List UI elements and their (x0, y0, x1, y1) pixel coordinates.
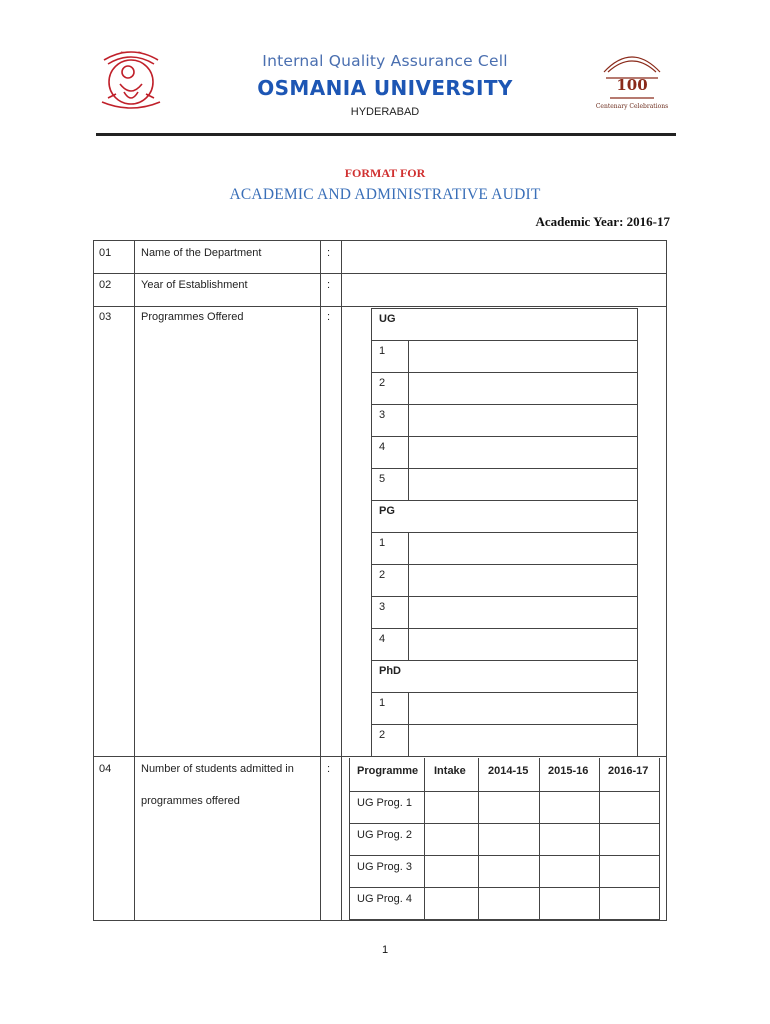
svg-text:100: 100 (616, 76, 648, 94)
programme-row-label: UG Prog. 3 (357, 861, 413, 873)
phd-programme-field[interactable] (409, 725, 637, 756)
svg-text:~ ~ ~ ~: ~ ~ ~ ~ (120, 50, 142, 56)
format-for-label: FORMAT FOR (344, 166, 426, 180)
admitted-2015-16-cell[interactable] (540, 888, 599, 919)
pg-item-number: 1 (379, 537, 386, 549)
phd-programme-field[interactable] (409, 693, 637, 724)
admitted-2014-15-cell[interactable] (479, 792, 539, 823)
osmania-university-emblem (94, 42, 168, 116)
intake-cell[interactable] (425, 856, 478, 887)
row-label: Number of students admitted in (141, 763, 294, 775)
intake-cell[interactable] (425, 792, 478, 823)
ug-item-number: 2 (379, 377, 386, 389)
intake-cell[interactable] (425, 888, 478, 919)
row-label: Year of Establishment (141, 279, 248, 291)
department-name-field[interactable] (342, 241, 666, 273)
ug-item-number: 3 (379, 409, 386, 421)
column-header: 2015-16 (548, 765, 589, 777)
ug-programme-field[interactable] (409, 469, 637, 500)
programme-row-label: UG Prog. 2 (357, 829, 413, 841)
ug-programme-field[interactable] (409, 373, 637, 404)
row-colon: : (327, 279, 331, 291)
university-name: OSMANIA UNIVERSITY (257, 76, 513, 100)
pg-programme-field[interactable] (409, 629, 637, 660)
year-of-establishment-field[interactable] (342, 274, 666, 306)
pg-programme-field[interactable] (409, 565, 637, 596)
row-colon: : (327, 763, 331, 775)
ug-heading: UG (379, 313, 396, 325)
pg-programme-field[interactable] (409, 597, 637, 628)
programme-row-label: UG Prog. 1 (357, 797, 413, 809)
row-label-continued: programmes offered (141, 795, 240, 807)
admitted-2016-17-cell[interactable] (600, 888, 659, 919)
row-number: 03 (99, 311, 112, 323)
pg-programme-field[interactable] (409, 533, 637, 564)
column-header: 2014-15 (488, 765, 529, 777)
row-number: 02 (99, 279, 112, 291)
phd-item-number: 1 (379, 697, 386, 709)
ug-programme-field[interactable] (409, 341, 637, 372)
pg-item-number: 2 (379, 569, 386, 581)
admitted-2015-16-cell[interactable] (540, 856, 599, 887)
svg-text:Centenary Celebrations: Centenary Celebrations (596, 103, 668, 110)
phd-heading: PhD (379, 665, 401, 677)
admitted-2015-16-cell[interactable] (540, 792, 599, 823)
row-number: 01 (99, 247, 112, 259)
ug-programme-field[interactable] (409, 437, 637, 468)
programme-row-label: UG Prog. 4 (357, 893, 413, 905)
audit-title: ACADEMIC AND ADMINISTRATIVE AUDIT (229, 186, 541, 203)
row-label: Programmes Offered (141, 311, 244, 323)
admitted-2016-17-cell[interactable] (600, 856, 659, 887)
ug-programme-field[interactable] (409, 405, 637, 436)
header-divider (96, 133, 676, 136)
centenary-celebrations-logo (596, 42, 668, 118)
admitted-2014-15-cell[interactable] (479, 888, 539, 919)
pg-item-number: 4 (379, 633, 386, 645)
pg-item-number: 3 (379, 601, 386, 613)
row-colon: : (327, 311, 331, 323)
admitted-2014-15-cell[interactable] (479, 856, 539, 887)
row-colon: : (327, 247, 331, 259)
academic-year: Academic Year: 2016-17 (535, 214, 670, 229)
admitted-2015-16-cell[interactable] (540, 824, 599, 855)
pg-heading: PG (379, 505, 395, 517)
column-header: Programme (357, 765, 419, 777)
admitted-2016-17-cell[interactable] (600, 824, 659, 855)
phd-item-number: 2 (379, 729, 386, 741)
ug-item-number: 4 (379, 441, 386, 453)
page-number: 1 (381, 944, 389, 956)
admitted-2014-15-cell[interactable] (479, 824, 539, 855)
column-header: 2016-17 (608, 765, 649, 777)
city-name: HYDERABAD (350, 106, 420, 118)
row-label: Name of the Department (141, 247, 262, 259)
intake-cell[interactable] (425, 824, 478, 855)
ug-item-number: 1 (379, 345, 386, 357)
admitted-2016-17-cell[interactable] (600, 792, 659, 823)
ug-item-number: 5 (379, 473, 386, 485)
row-number: 04 (99, 763, 112, 775)
cell-name: Internal Quality Assurance Cell (262, 52, 508, 70)
column-header: Intake (434, 765, 466, 777)
